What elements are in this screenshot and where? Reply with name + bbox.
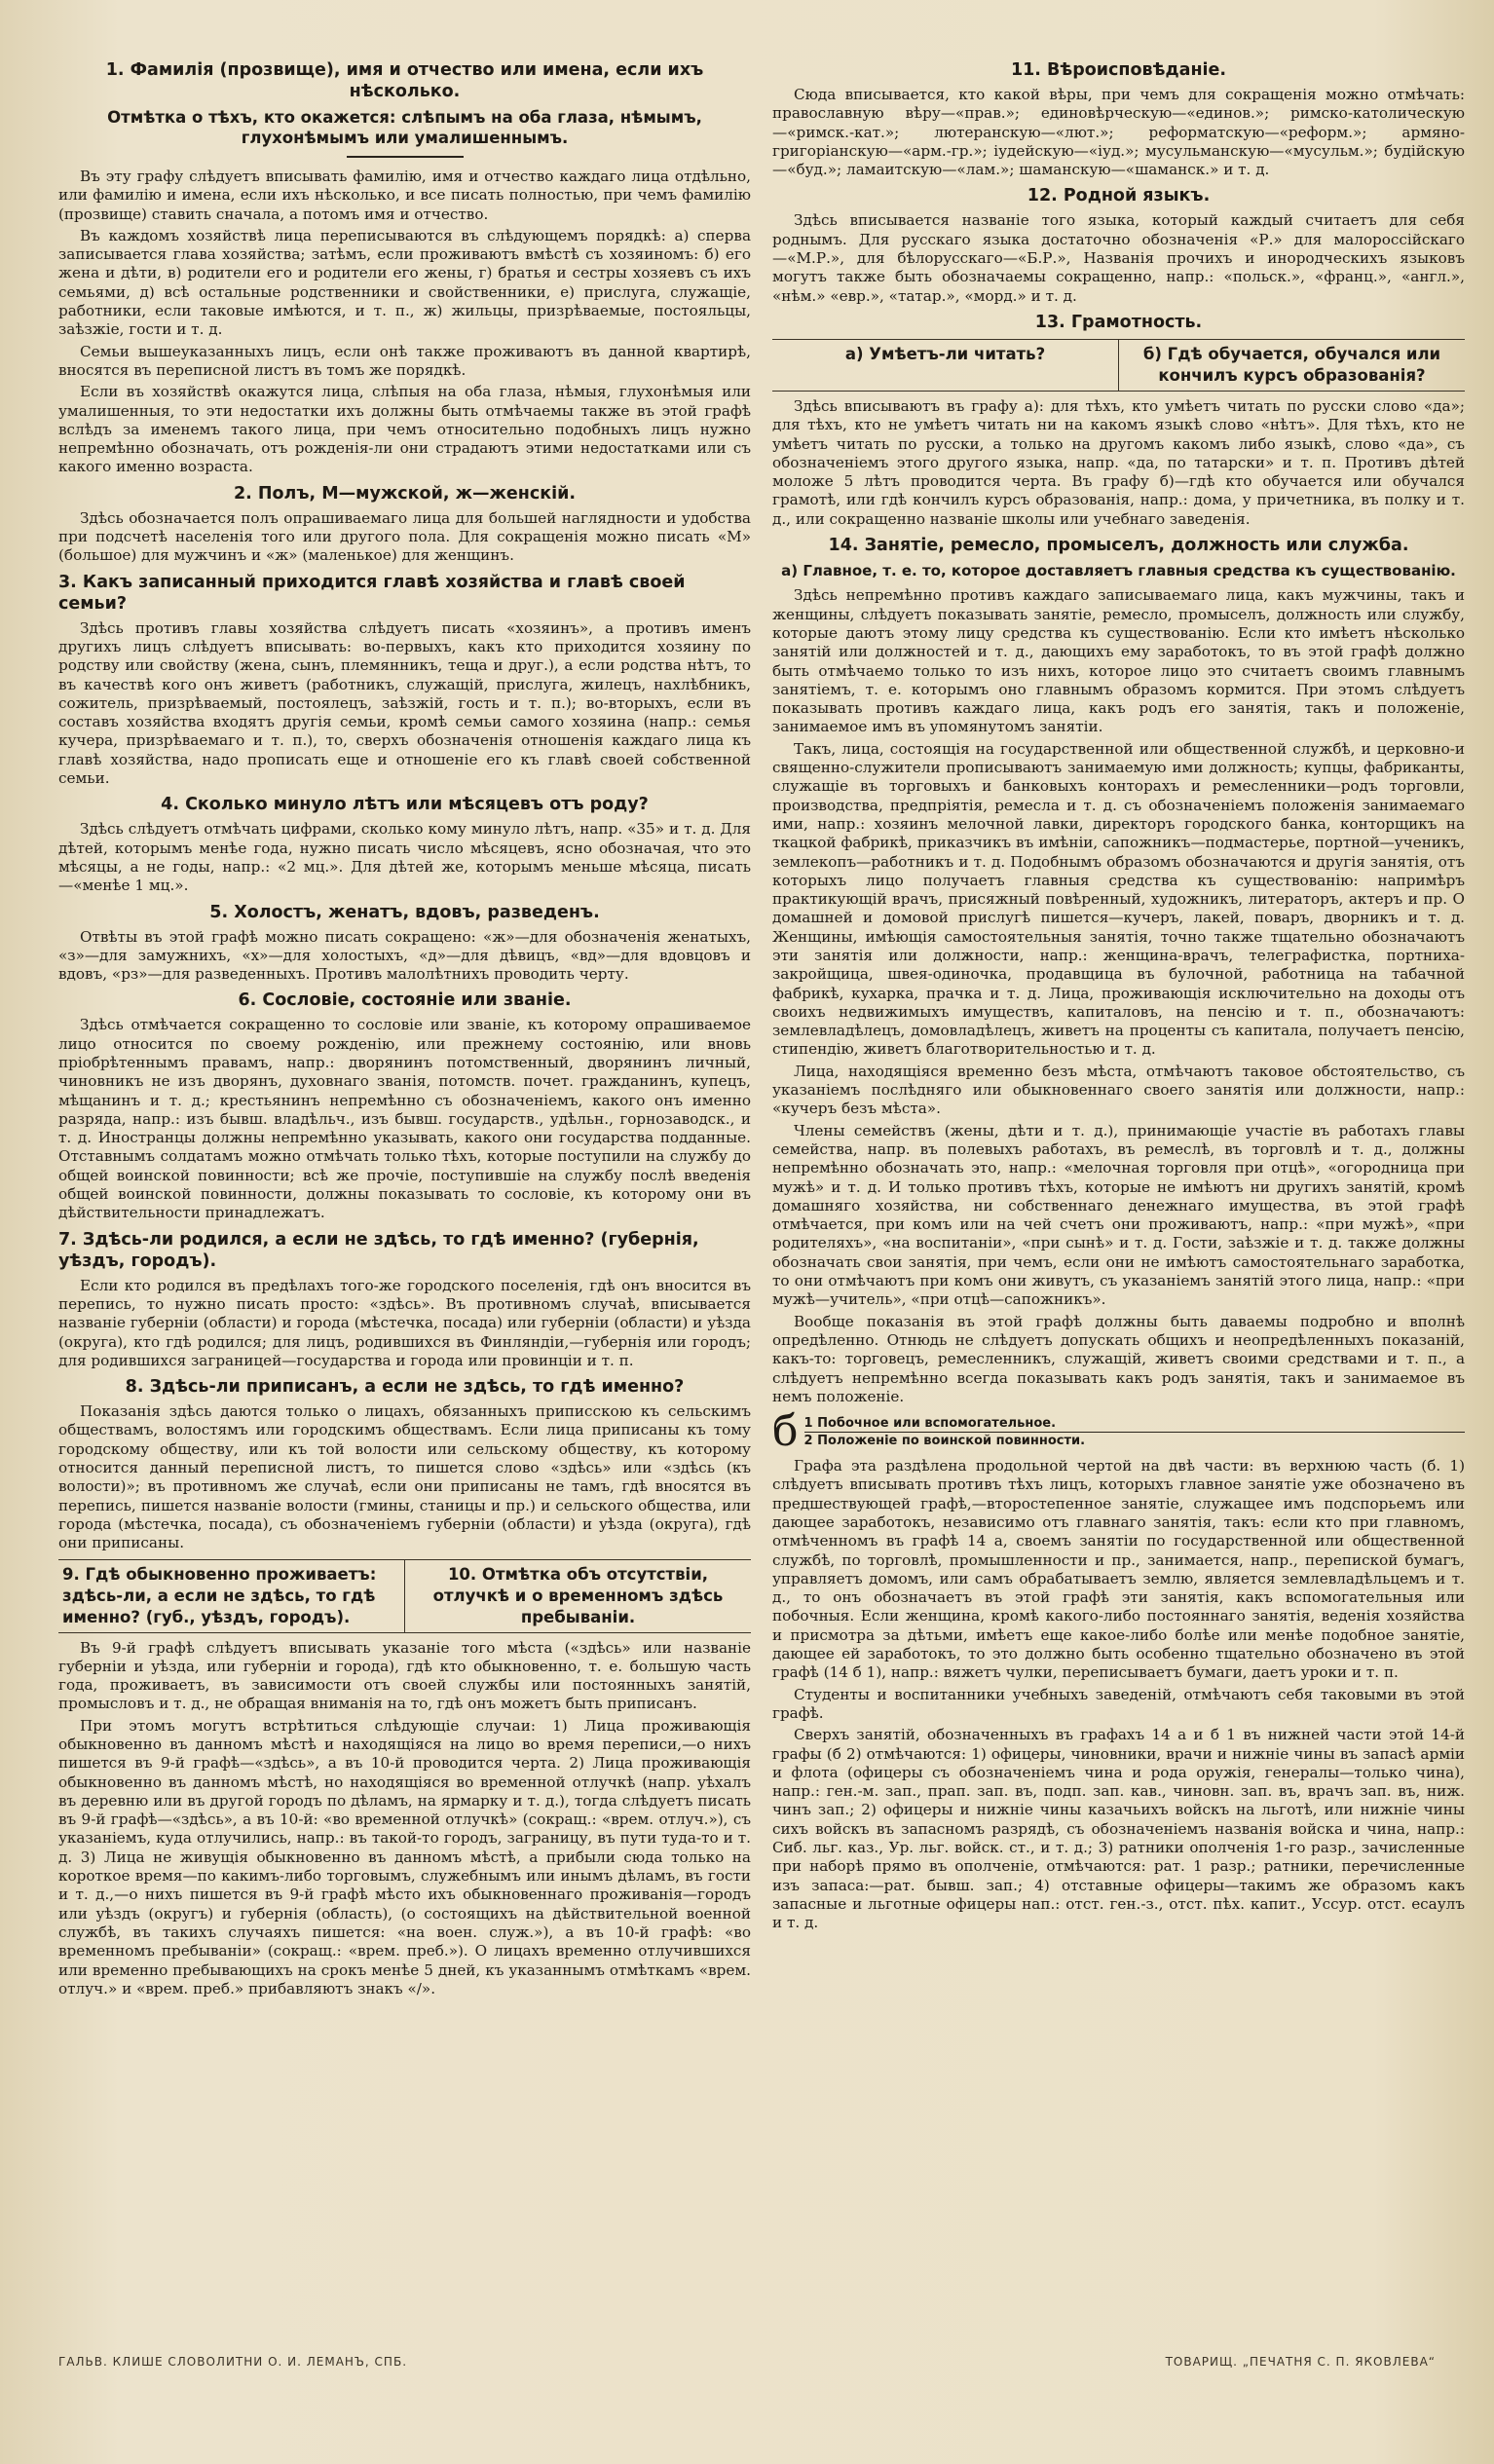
section-11-heading: 11. Вѣроисповѣданіе. [1010,60,1227,80]
section-9-10-header [58,1559,751,1633]
section-9-heading: 9. Гдѣ обыкновенно проживаетъ: здѣсь-ли, а если не здѣсь, то гдѣ именно? (губ., уѣздъ, городъ). [62,1564,377,1626]
section-12-heading: 12. Родной языкъ. [1027,186,1211,206]
section-6-heading: 6. Сословіе, состояніе или званіе. [238,990,572,1011]
section-1-paragraph: Въ эту графу слѣдуетъ вписывать фамилію, имя и отчество каждаго лица отдѣльно, или фамилію и имена, если ихъ нѣсколько, и все писать полностью, при чемъ фамилію (прозвище) ставить сначала, а потомъ имя и отчество. [58,168,751,223]
section-14-paragraph: Здѣсь непремѣнно противъ каждаго записываемаго лица, какъ мужчины, такъ и женщины, слѣдуетъ показывать занятіе, ремесло, промыселъ, должность или службу, которые даютъ этому лицу средства къ существованію. Если кто имѣетъ нѣсколько занятій или должностей и т. д., дающихъ ему заработокъ, то въ этой графѣ должно быть отмѣчаемо только то изъ нихъ, которое лицо это считаетъ своимъ главнымъ занятіемъ, т. е. которымъ оно главнымъ образомъ кормится. При этомъ слѣдуетъ показывать противъ каждаго лица, какъ родъ его занятія, такъ и положеніе, занимаемое имъ въ упомянутомъ занятіи. [772,586,1465,736]
section-5-paragraph: Отвѣты въ этой графѣ можно писать сокращено: «ж»—для обозначенія женатыхъ, «з»—для замужнихъ, «х»—для холостыхъ, «д»—для дѣвицъ, «вд»—для вдовцовъ и вдовъ, «рз»—для разведенныхъ. Противъ малолѣтнихъ проводить черту. [58,927,751,984]
page-footer [58,2355,1436,2369]
section-13-paragraph: Здѣсь вписываютъ въ графу а): для тѣхъ, кто умѣетъ читать по русски слово «да»; для тѣхъ, кто не умѣетъ читать ни на какомъ языкѣ слово «нѣтъ». Для тѣхъ, кто не умѣетъ читать по русски, а только на другомъ какомъ либо языкѣ, слово «да», съ обозначеніемъ этого другого языка, напр. «да, по татарски» и т. п. Противъ дѣтей моложе 5 лѣтъ проводится черта. Въ графу б)—гдѣ кто обучается или обучался грамотѣ, или гдѣ кончилъ курсъ образованія, напр.: дома, у причетника, въ полку и т. д., или сокращенно названіе школы или учебнаго заведенія. [772,396,1465,528]
section-13b-heading: б) Гдѣ обучается, обучался или кончилъ курсъ образованія? [1142,344,1441,385]
left-column [58,54,751,2362]
section-12-paragraph: Здѣсь вписывается названіе того языка, который каждый считаетъ для себя роднымъ. Для русскаго языка достаточно обозначенія «Р.» для малороссійскаго—«М.Р.», для бѣлорусскаго—«Б.Р.», Названія прочихъ и инородческихъ языковъ могутъ также быть обозначаемы сокращенно, напр.: «польск.», «франц.», «англ.», «нѣм.» «евр.», «татар.», «морд.» и т. д. [772,211,1465,305]
section-4-heading: 4. Сколько минуло лѣтъ или мѣсяцевъ отъ роду? [161,795,649,815]
section-14b1-heading: 1 Побочное или вспомогательное. [804,1415,1466,1433]
section-1-paragraph: Въ каждомъ хозяйствѣ лица переписываются въ слѣдующемъ порядкѣ: а) сперва записывается глава хозяйства; затѣмъ, если проживаютъ вмѣстѣ съ хозяиномъ: б) его жена и дѣти, в) родители его и родители его жены, г) братья и сестры хозяевъ съ ихъ семьями, д) всѣ остальные родственники и свойственники, е) прислуга, служащіе, работники, если таковые имѣются, и т. п., ж) жильцы, призрѣваемые, постояльцы, заѣзжіе, гости и т. д. [58,226,751,339]
section-14a-heading: а) Главное, т. е. то, которое доставляетъ главныя средства къ существованію. [781,562,1456,580]
section-11-paragraph: Сюда вписывается, кто какой вѣры, при чемъ для сокращенія можно отмѣчать: православную вѣру—«прав.»; единовѣрческую—«единов.»; римско-католическую—«римск.-кат.»; лютеранскую—«лют.»; реформатскую—«реформ.»; армяно-григоріанскую—«арм.-гр.»; іудейскую—«іуд.»; мусульманскую—«мусульм.»; будійскую—«буд.»; ламаитскую—«лам.»; шаманскую—«шаманск.» и т. д. [772,86,1465,179]
section-13b-cell [1118,340,1465,391]
section-5-heading: 5. Холостъ, женатъ, вдовъ, разведенъ. [209,902,600,922]
section-7-heading: 7. Здѣсь-ли родился, а если не здѣсь, то гдѣ именно? (губернія, уѣздъ, городъ). [58,1229,699,1271]
section-9-cell [58,1560,404,1632]
right-column [772,54,1465,2362]
footer-left-imprint: ГАЛЬВ. КЛИШЕ СЛОВОЛИТНИ О. И. ЛЕМАНЪ, СПБ. [58,2355,408,2369]
section-1-subheading: Отмѣтка о тѣхъ, кто окажется: слѣпымъ на оба глаза, нѣмымъ, глухонѣмымъ или умалишеннымъ. [107,108,702,147]
section-13-heading: 13. Грамотность. [1034,312,1203,332]
section-10-heading: 10. Отмѣтка объ отсутствіи, отлучкѣ и о временномъ здѣсь пребываніи. [432,1564,724,1626]
section-14-paragraph: Лица, находящіяся временно безъ мѣста, отмѣчаютъ таковое обстоятельство, съ указаніемъ послѣдняго или обыкновеннаго своего занятія или должности, напр.: «кучеръ безъ мѣста». [772,1062,1465,1118]
section-2-paragraph: Здѣсь обозначается полъ опрашиваемаго лица для большей наглядности и удобства при подсчетѣ населенія того или другого пола. Для сокращенія можно писать «М» (большое) для мужчинъ и «ж» (маленькое) для женщинъ. [58,508,751,565]
footer-right-imprint: ТОВАРИЩ. „ПЕЧАТНЯ С. П. ЯКОВЛЕВА“ [1165,2355,1436,2369]
section-10-cell [404,1560,751,1632]
section-14b-letter: б [772,1406,799,1457]
section-8-heading: 8. Здѣсь-ли приписанъ, а если не здѣсь, то гдѣ именно? [125,1377,685,1398]
section-9-paragraph: Въ 9-й графѣ слѣдуетъ вписывать указаніе того мѣста («здѣсь» или названіе губерніи и уѣзда, или губерніи и города), гдѣ кто обыкновенно, т. е. большую часть года, проживаетъ, въ зависимости отъ своей службы или постоянныхъ занятій, промысловъ и т. д., не обращая вниманія на то, гдѣ онъ можетъ быть приписанъ. [58,1638,751,1713]
section-14b-heading [772,1406,1465,1457]
section-13a-heading: а) Умѣетъ-ли читать? [844,344,1046,363]
section-14b-paragraph: Студенты и воспитанники учебныхъ заведеній, отмѣчаютъ себя таковыми въ этой графѣ. [772,1685,1465,1722]
section-3-heading: 3. Какъ записанный приходится главѣ хозяйства и главѣ своей семьи? [58,572,686,614]
section-14b-paragraph: Графа эта раздѣлена продольной чертой на двѣ части: въ верхнюю часть (б. 1) слѣдуетъ вписывать противъ тѣхъ лицъ, которыхъ главное занятіе уже обозначено въ предшествующей графѣ,—второстепенное занятіе, служащее имъ подспорьемъ или дающее заработокъ, независимо отъ главнаго занятія, такъ: если кто при главномъ, отмѣченномъ въ графѣ 14 а, своемъ занятіи по государственной или общественной службѣ, по торговлѣ, промышленности и пр., занимается, напр., перепиской бумагъ, управляетъ домомъ, или самъ обрабатываетъ землю, является землевладѣльцемъ и т. д., то онъ обозначаетъ въ этой графѣ эти занятія, какъ вспомогательныя или побочныя. Если женщина, кромѣ какого-либо постояннаго занятія, веденія хозяйства и присмотра за дѣтьми, имѣетъ еще какое-либо болѣе или менѣе подобное занятіе, дающее ей заработокъ, то это должно быть особенно тщательно обозначено въ этой графѣ (14 б 1), напр.: вяжетъ чулки, переписываетъ бумаги, даетъ уроки и т. п. [772,1457,1465,1682]
section-6-paragraph: Здѣсь отмѣчается сокращенно то сословіе или званіе, къ которому опрашиваемое лицо относится по своему рожденію, или прежнему состоянію, или вновь пріобрѣтеннымъ правамъ, напр.: дворянинъ потомственный, дворянинъ личный, чиновникъ не изъ дворянъ, духовнаго званія, потомств. почет. гражданинъ, купецъ, мѣщанинъ и т. д.; крестьянинъ непремѣнно съ обозначеніемъ, какого онъ именно разряда, напр.: изъ бывш. владѣльч., изъ бывш. государств., удѣльн., горнозаводск., и т. д. Иностранцы должны непремѣнно указывать, какого они государства подданные. Отставнымъ солдатамъ можно отмѣчать только тѣхъ, которые поступили на службу до общей воинской повинности; всѣ же прочіе, поступившіе на службу послѣ введенія общей воинской повинности, должны показывать то сословіе, къ которому они въ дѣйствительности принадлежатъ. [58,1016,751,1222]
section-13a-cell [772,340,1118,391]
section-9-paragraph: При этомъ могутъ встрѣтиться слѣдующіе случаи: 1) Лица проживающія обыкновенно въ данномъ мѣстѣ и находящіяся на лицо во время переписи,—о нихъ пишется въ 9-й графѣ—«здѣсь», а въ 10-й проводится черта. 2) Лица проживающія обыкновенно въ данномъ мѣстѣ, но находящіяся во временной отлучкѣ (напр. уѣхалъ въ деревню или въ другой городъ по дѣламъ, на ярмарку и т. д.), тогда слѣдуетъ писать въ 9-й графѣ—«здѣсь», а въ 10-й: «во временной отлучкѣ» (сокращ.: «врем. отлуч.»), съ указаніемъ, куда отлучились, напр.: въ такой-то городъ, заграницу, въ пути туда-то и т. д. 3) Лица не живущія обыкновенно въ данномъ мѣстѣ, а прибыли сюда только на короткое время—по какимъ-либо торговымъ, служебнымъ или инымъ дѣламъ, въ гости и т. д.,—о нихъ пишется въ 9-й графѣ мѣсто ихъ обыкновеннаго проживанія—городъ или уѣздъ (округъ) и губернія (область), (о состоящихъ на дѣйствительной военной службѣ, въ такихъ случаяхъ пишется: «на воен. служ.»), а въ 10-й графѣ: «во временномъ пребываніи» (сокращ.: «врем. преб.»). О лицахъ временно отлучившихся или временно пребывающихъ на срокъ менѣе 5 дней, къ указаннымъ отмѣткамъ «врем. отлуч.» и «врем. преб.» прибавляютъ знакъ «/». [58,1716,751,1997]
section-2-heading: 2. Полъ, М—мужской, ж—женскій. [233,483,577,504]
section-13-subheader [772,339,1465,392]
section-14-heading: 14. Занятіе, ремесло, промыселъ, должность или служба. [828,536,1409,556]
section-14b-lines [804,1415,1466,1449]
section-1-heading: 1. Фамилія (прозвище), имя и отчество или имена, если ихъ нѣсколько. [105,60,704,101]
section-1-paragraph: Семьи вышеуказанныхъ лицъ, если онѣ также проживаютъ въ данной квартирѣ, вносятся въ переписной листъ въ томъ же порядкѣ. [58,342,751,379]
section-8-paragraph: Показанія здѣсь даются только о лицахъ, обязанныхъ приписскою къ сельскимъ обществамъ, волостямъ или городскимъ обществамъ. Если лица приписаны къ тому городскому обществу, или къ той волости или сельскому обществу, къ которому относится данный переписной листъ, то пишется слово «здѣсь» или «здѣсь (къ волости)»; въ противномъ же случаѣ, если они приписаны не тамъ, гдѣ вносятся въ перепись, пишется названіе волости (гмины, станицы и пр.) и сельского общества, или города (мѣстечка, посада), съ обозначеніемъ губерніи (области) и уѣзда (округа), гдѣ они приписаны. [58,1402,751,1552]
section-14-paragraph: Члены семействъ (жены, дѣти и т. д.), принимающіе участіе въ работахъ главы семейства, напр. въ полевыхъ работахъ, въ ремеслѣ, въ торговлѣ и т. д., должны непремѣнно обозначать это, напр.: «мелочная торговля при отцѣ», «огородница при мужѣ» и т. д. И только противъ тѣхъ, которые не имѣютъ ни другихъ занятій, кромѣ домашняго хозяйства, ни собственнаго денежнаго имущества, въ этой графѣ отмѣчается, при комъ или на чей счетъ они проживаютъ, напр.: «при мужѣ», «при родителяхъ», «на воспитаніи», «при сынѣ» и т. д. Гости, заѣзжіе и т. д. также должны обозначать свои занятія, при чемъ, если они не имѣютъ самостоятельнаго заработка, то они отмѣчаютъ при комъ они живутъ, съ указаніемъ занятій этого лица, напр.: «при мужѣ—учитель», «при отцѣ—сапожникъ». [772,1121,1465,1309]
section-14-paragraph: Вообще показанія въ этой графѣ должны быть даваемы подробно и вполнѣ опредѣленно. Отнюдь не слѣдуетъ допускать общихъ и неопредѣленныхъ показаній, какъ-то: торговецъ, ремесленникъ, служащій, живетъ своими средствами и т. п., а слѣдуетъ непремѣнно всегда показывать какъ родъ занятія, такъ и занимаемое въ немъ положеніе. [772,1312,1465,1405]
section-14b2-heading: 2 Положеніе по воинской повинности. [803,1433,1086,1448]
section-3-paragraph: Здѣсь противъ главы хозяйства слѣдуетъ писать «хозяинъ», а противъ именъ другихъ лицъ слѣдуетъ вписывать: во-первыхъ, какъ кто приходится хозяину по родству или свойству (жена, сынъ, племянникъ, теща и друг.), а если родства нѣтъ, то въ качествѣ кого онъ живетъ (работникъ, служащій, прислуга, жилецъ, нахлѣбникъ, сожитель, призрѣваемый, постоялецъ, заѣзжій, гость и т. п.); во-вторыхъ, если въ составъ хозяйства входятъ другія семьи, кромѣ семьи самого хозяина (напр.: семья кучера, призрѣваемаго и т. п.), то, сверхъ обозначенія отношенія каждаго лица къ главѣ хозяйства, надо прописать еще и отношеніе его къ главѣ своей собственной семьи. [58,618,751,788]
section-1-paragraph: Если въ хозяйствѣ окажутся лица, слѣпыя на оба глаза, нѣмыя, глухонѣмыя или умалишенныя, то эти недостатки ихъ должны быть отмѣчаемы также въ этой графѣ вслѣдъ за именемъ такого лица, при чемъ относительно подобныхъ лицъ нужно непремѣнно обозначать, отъ рожденія-ли они страдаютъ этими недостатками или съ какого именно возраста. [58,383,751,476]
section-7-paragraph: Если кто родился въ предѣлахъ того-же городского поселенія, гдѣ онъ вносится въ перепись, то нужно писать просто: «здѣсь». Въ противномъ случаѣ, вписывается названіе губерніи (области) и города (мѣстечка, посада) или губерніи (области) и уѣзда (округа), кто гдѣ родился; для лицъ, родившихся въ Финляндіи,—губернія или городъ; для родившихся заграницей—государства и города или провинціи и т. п. [58,1276,751,1369]
section-4-paragraph: Здѣсь слѣдуетъ отмѣчать цифрами, сколько кому минуло лѣтъ, напр. «35» и т. д. Для дѣтей, которымъ менѣе года, нужно писать число мѣсяцевъ, ясно обозначая, что это мѣсяцы, а не годы, напр.: «2 мц.». Для дѣтей же, которымъ меньше мѣсяца, писать—«менѣе 1 мц.». [58,820,751,895]
section-14b-paragraph: Сверхъ занятій, обозначенныхъ въ графахъ 14 а и б 1 въ нижней части этой 14-й графы (б 2) отмѣчаются: 1) офицеры, чиновники, врачи и нижніе чины въ запасѣ арміи и флота (офицеры съ обозначеніемъ чина и рода оружія, генералы—только чина), напр.: ген.-м. зап., прап. зап. въ, подп. зап. кав., чиновн. зап. въ, врачъ зап. въ, ниж. чинъ зап.; 2) офицеры и нижніе чины казачьихъ войскъ на льготѣ, или нижніе чины сихъ войскъ въ запасномъ разрядѣ, съ обозначеніемъ названія войска и чина, напр.: Сиб. льг. каз., Ур. льг. войск. ст., и т. д.; 3) ратники ополченія 1-го разр., зачисленные при наборѣ прямо въ ополченіе, отмѣчаются: рат. 1 разр.; ратники, перечисленные изъ запаса:—рат. бывш. зап.; 4) отставные офицеры—такимъ же образомъ какъ запасные и льготные офицеры нап.: отст. ген.-з., отст. пѣх. капит., Уссур. отст. есаулъ и т. д. [772,1726,1465,1932]
divider [347,156,464,158]
section-14-paragraph: Такъ, лица, состоящія на государственной или общественной службѣ, и церковно-и священно-служители прописываютъ занимаемую ими должность; купцы, фабриканты, служащіе въ торговыхъ и банковыхъ конторахъ и ремесленники—родъ торговли, производства, предпріятія, ремесла и т. д. съ обозначеніемъ положенія занимаемаго ими, напр.: хозяинъ мелочной лавки, директоръ городского банка, конторщикъ на ткацкой фабрикѣ, приказчикъ въ имѣніи, сапожникъ—подмастерье, портной—ученикъ, землекопъ—работникъ и т. д. Подобнымъ образомъ обозначаются и другія занятія, отъ которыхъ лицо получаетъ главныя средства къ существованію: напримѣръ практикующій врачъ, присяжный повѣренный, художникъ, литераторъ, актеръ и пр. О домашней и домовой прислугѣ пишется—кучеръ, лакей, поваръ, дворникъ и т. д. Женщины, имѣющія самостоятельныя занятія, точно также тщательно обозначаютъ эти занятія или должности, напр.: женщина-врачъ, телеграфистка, портниха-закройщица, швея-одиночка, продавщица въ булочной, работница на табачной фабрикѣ, кухарка, прачка и т. д. Лица, проживающія исключительно на доходы отъ своихъ недвижимыхъ имуществъ, капиталовъ, на пенсію и т. п., обозначаютъ: землевладѣлецъ, домовладѣлецъ, живетъ на проценты съ капитала, получаетъ пенсію, стипендію, живетъ благотворительностью и т. д. [772,739,1465,1059]
